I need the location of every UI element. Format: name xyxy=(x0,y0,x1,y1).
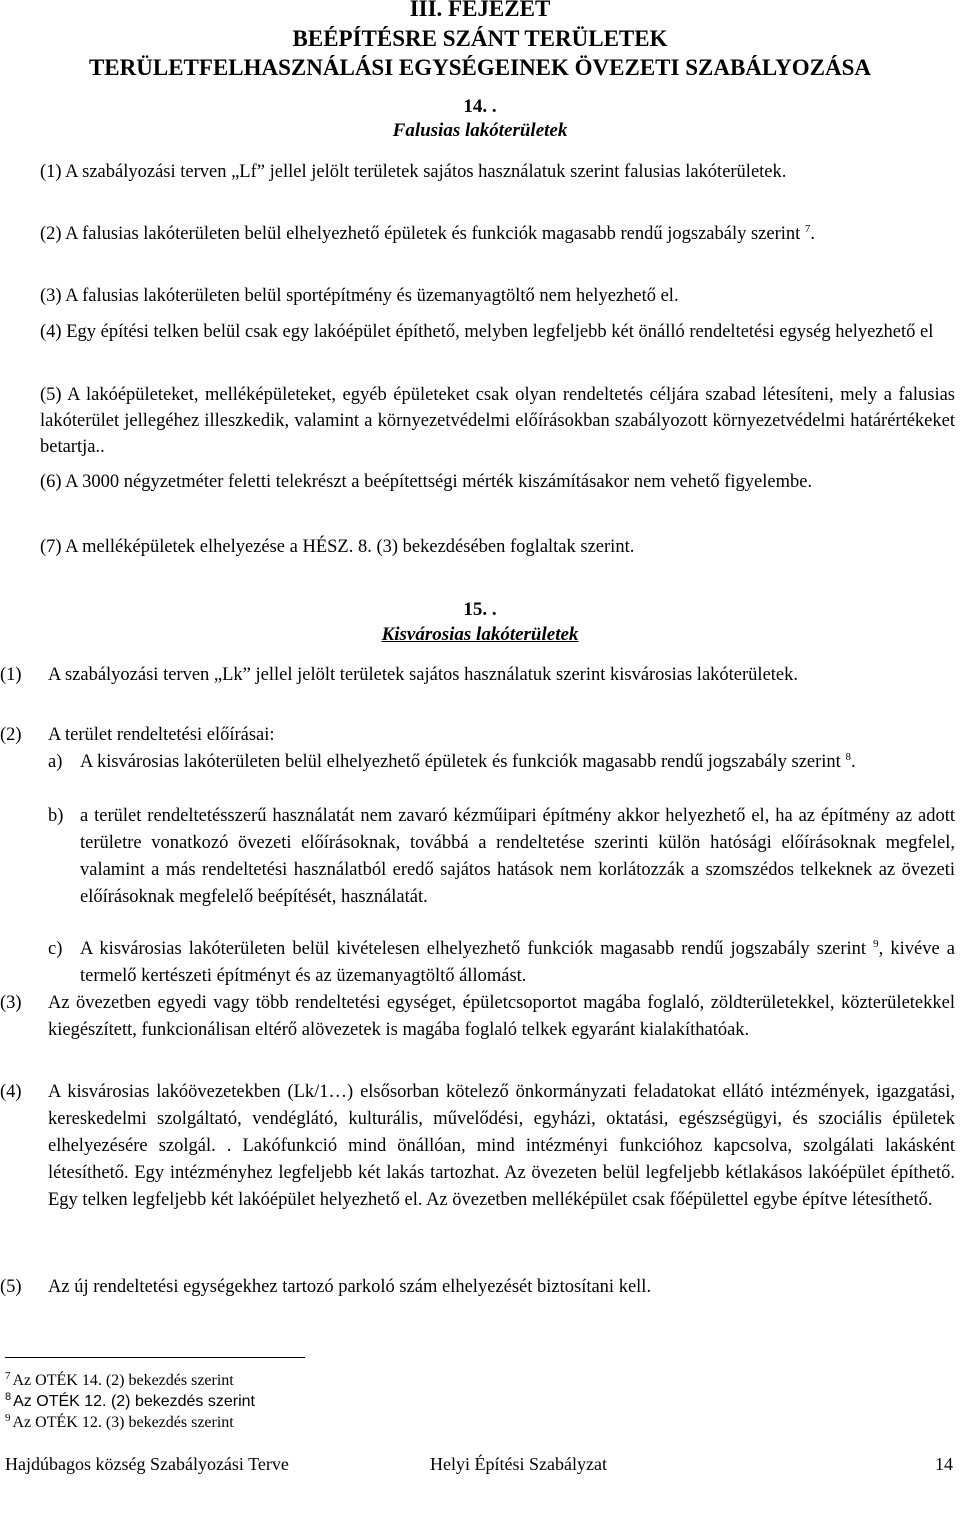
sec14-paragraph-5: (5) A lakóépületeket, melléképületeket, egyéb épületeket csak olyan rendeltetés céljára szabad létesíteni, mely a falusias lakóterület jellegéhez illeszkedik, valamint a környezetvédelmi előírásokban szabályozott környezetvédelmi határértékeket betartja.. xyxy=(40,385,955,457)
sec15-item-b: a terület rendeltetésszerű használatát nem zavaró kézműipari építmény akkor helyezhető el, ha az építmény az adott területre vonatkozó övezeti előírásoknak, továbbá a rendeltetése szerinti külön hatósági előírásoknak megfelel, valamint a más rendeltetési használatból eredő sajátos hatások nem korlátozzák a szomszédos telkeknek az övezeti előírásoknak megfelelő beépítését, használatát. xyxy=(80,806,955,907)
sec15-p2-label: (2) xyxy=(0,725,22,745)
footnote-7-number: 7 xyxy=(5,1369,11,1382)
footnote-7-text: Az OTÉK 14. (2) bekezdés szerint xyxy=(12,1372,234,1389)
sec15-p3-label: (3) xyxy=(0,993,22,1013)
footnote-9-text: Az OTÉK 12. (3) bekezdés szerint xyxy=(12,1414,234,1431)
sec14-paragraph-2-end: . xyxy=(810,224,816,244)
footer-document-title: Hajdúbagos község Szabályozási Terve xyxy=(5,1454,289,1474)
sec15-item-a-text: A kisvárosias lakóterületen belül elhelyezhető épületek és funkciók magasabb rendű jogszabály szerint xyxy=(80,752,841,772)
chapter-subtitle: TERÜLETFELHASZNÁLÁSI EGYSÉGEINEK ÖVEZETI SZABÁLYOZÁSA xyxy=(88,55,872,80)
section-15-title xyxy=(0,624,960,646)
footnote-9-number: 9 xyxy=(5,1411,11,1424)
section-14-number: 14. . xyxy=(463,96,497,117)
footnote-8 xyxy=(5,1392,255,1412)
sec14-paragraph-2 xyxy=(40,221,955,247)
sec15-paragraph-3: Az övezetben egyedi vagy több rendeltetési egységet, épületcsoportot magába foglaló, zöldterületekkel, közterületekkel kiegészített, funkcionálisan eltérő alövezetek is magába foglaló telkek egyaránt kialakíthatóak. xyxy=(48,993,955,1040)
footnote-8-number: 8 xyxy=(5,1390,12,1403)
sec14-paragraph-2-text: (2) A falusias lakóterületen belül elhelyezhető épületek és funkciók magasabb rendű jogszabály szerint xyxy=(40,224,801,244)
sec15-p4-label: (4) xyxy=(0,1082,22,1102)
sec15-item-c xyxy=(80,936,955,990)
sec15-item-c-text: A kisvárosias lakóterületen belül kivételesen elhelyezhető funkciók magasabb rendű jogszabály szerint xyxy=(80,939,867,959)
sec15-paragraph-1: A szabályozási terven „Lk” jellel jelölt területek sajátos használatuk szerint kisvárosias lakóterületek. xyxy=(48,665,798,685)
section-15-title-text: Kisvárosias lakóterületek xyxy=(381,624,579,645)
sec15-item-a-end: . xyxy=(850,752,856,772)
footnote-8-text: Az OTÉK 12. (2) bekezdés szerint xyxy=(13,1393,255,1410)
section-14-title: Falusias lakóterületek xyxy=(392,120,568,141)
sec15-item-c-label: c) xyxy=(48,939,63,959)
sec15-p5-label: (5) xyxy=(0,1277,22,1297)
footnote-ref-8: 8 xyxy=(845,750,851,763)
footer-page-number: 14 xyxy=(935,1454,953,1474)
footer-section-name: Helyi Építési Szabályzat xyxy=(430,1454,607,1474)
sec15-item-c-end: , kivéve a termelő kertészeti építményt és az üzemanyagtöltő állomást. xyxy=(80,939,956,986)
sec15-paragraph-5: Az új rendeltetési egységekhez tartozó parkoló szám elhelyezését biztosítani kell. xyxy=(48,1277,652,1297)
sec14-paragraph-1: (1) A szabályozási terven „Lf” jellel jelölt területek sajátos használatuk szerint falusias lakóterületek. xyxy=(40,162,787,182)
sec15-item-b-label: b) xyxy=(48,806,64,826)
sec15-item-a-label: a) xyxy=(48,752,63,772)
sec15-item-a xyxy=(80,749,955,776)
chapter-number: III. FEJEZET xyxy=(409,0,551,21)
sec15-p1-label: (1) xyxy=(0,665,22,685)
sec14-paragraph-4: (4) Egy építési telken belül csak egy lakóépület építhető, melyben legfeljebb két önálló rendeltetési egység helyezhető el xyxy=(40,322,934,342)
footnote-ref-7: 7 xyxy=(804,222,811,235)
chapter-title: BEÉPÍTÉSRE SZÁNT TERÜLETEK xyxy=(292,26,668,51)
sec14-paragraph-3: (3) A falusias lakóterületen belül sportépítmény és üzemanyagtöltő nem helyezhető el. xyxy=(40,286,679,306)
sec14-paragraph-7: (7) A melléképületek elhelyezése a HÉSZ. 8. (3) bekezdésében foglaltak szerint. xyxy=(40,537,635,557)
footnote-separator xyxy=(5,1357,305,1358)
sec14-paragraph-6: (6) A 3000 négyzetméter feletti telekrészt a beépítettségi mérték kiszámításakor nem vehető figyelembe. xyxy=(40,472,813,492)
footnote-ref-9: 9 xyxy=(873,937,879,950)
sec15-paragraph-2: A terület rendeltetési előírásai: xyxy=(48,725,275,745)
sec15-paragraph-4: A kisvárosias lakóövezetekben (Lk/1…) elsősorban kötelező önkormányzati feladatokat ellátó intézmények, igazgatási, kereskedelmi szolgáltató, vendéglátó, kulturális, művelődési, egyházi, oktatási, egészségügyi, és szociális épületek elhelyezésére szolgál. . Lakófunkció mind önállóan, mind intézményi funkcióhoz kapcsolva, szolgálati lakásként létesíthető. Egy intézményhez legfeljebb két lakás tartozhat. Az övezeten belül legfeljebb kétlakásos lakóépület építhető. Egy telken legfeljebb két lakóépület helyezhető el. Az övezetben melléképület csak főépülettel egybe építve létesíthető. xyxy=(48,1082,955,1210)
section-15-number: 15. . xyxy=(463,599,497,620)
footnote-9 xyxy=(5,1413,234,1433)
footnote-7 xyxy=(5,1371,234,1391)
